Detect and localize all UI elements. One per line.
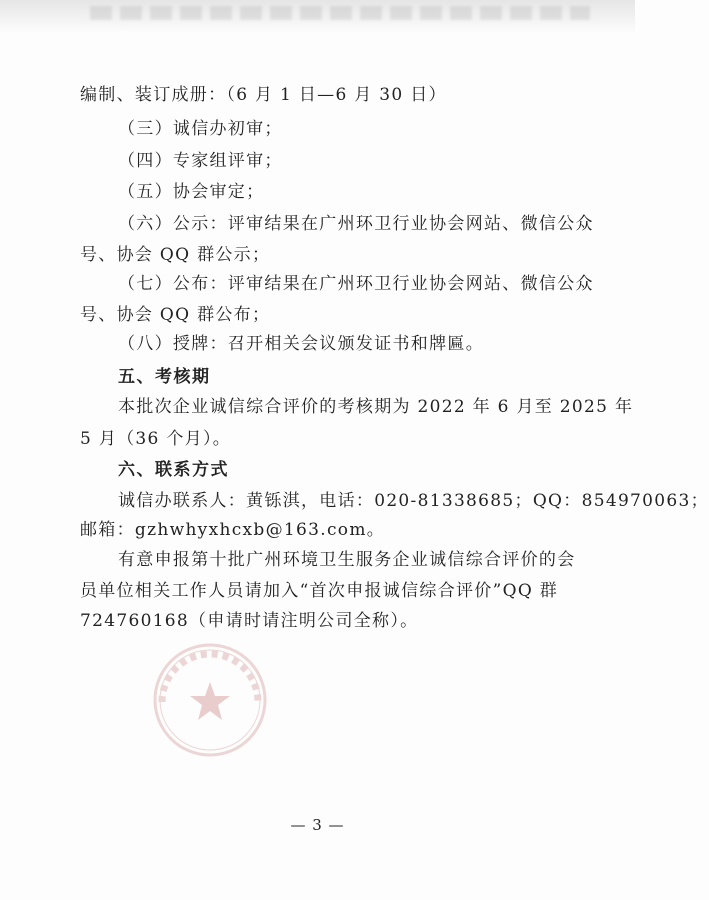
bleed-through-text (90, 6, 590, 20)
text-line-9: （八）授牌：召开相关会议颁发证书和牌匾。 (118, 334, 484, 354)
text-line-5: （六）公示：评审结果在广州环卫行业协会网站、微信公众 (118, 214, 594, 234)
page-number: — 3 — (290, 816, 345, 834)
text-line-18: 724760168（申请时请注明公司全称）。 (80, 611, 419, 631)
text-line-7: （七）公布：评审结果在广州环卫行业协会网站、微信公众 (118, 274, 594, 294)
section-heading-assessment: 五、考核期 (118, 367, 211, 387)
text-line-4: （五）协会审定； (118, 182, 265, 202)
section-heading-contact: 六、联系方式 (118, 460, 229, 480)
previous-page-bleed (0, 0, 635, 34)
text-line-3: （四）专家组评审； (118, 151, 283, 171)
text-line-1: 编制、装订成册：（6 月 1 日—6 月 30 日） (80, 85, 447, 105)
text-line-8: 号、协会 QQ 群公布； (80, 305, 271, 325)
text-line-15: 邮箱：gzhwhyxhcxb@163.com。 (80, 520, 386, 540)
text-line-17: 员单位相关工作人员请加入“首次申报诚信综合评价”QQ 群 (80, 581, 559, 601)
text-line-11: 本批次企业诚信综合评价的考核期为 2022 年 6 月至 2025 年 (118, 397, 634, 417)
text-line-2: （三）诚信办初审； (118, 119, 283, 139)
official-seal-stamp (150, 640, 270, 760)
text-line-12: 5 月（36 个月）。 (80, 429, 232, 449)
text-line-16: 有意申报第十批广州环境卫生服务企业诚信综合评价的会 (118, 550, 576, 570)
text-line-6: 号、协会 QQ 群公示； (80, 245, 271, 265)
text-line-14: 诚信办联系人：黄铄淇，电话：020-81338685；QQ：854970063； (118, 491, 709, 511)
